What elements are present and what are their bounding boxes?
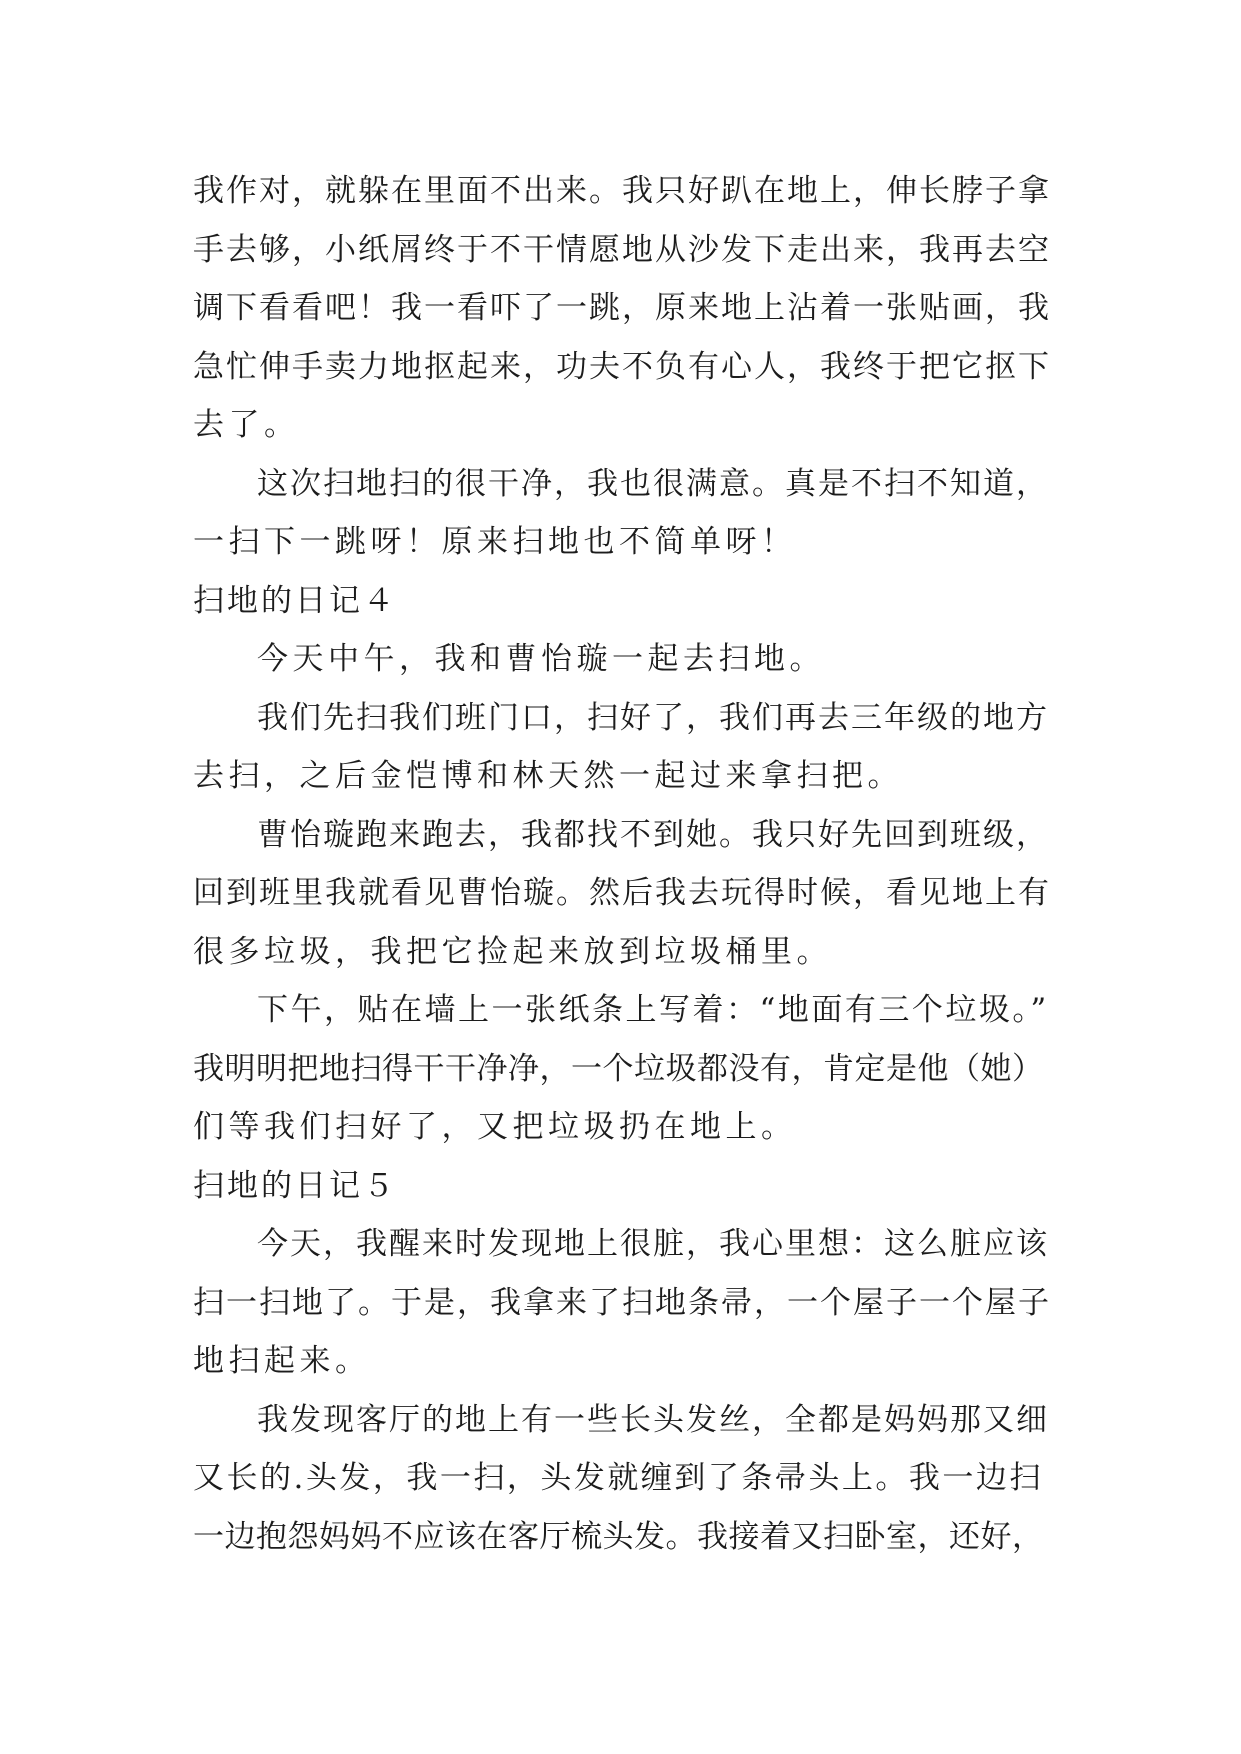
paragraph: [193, 981, 1055, 1157]
text-line: 急忙伸手卖力地抠起来，功夫不负有心人，我终于把它抠下: [193, 348, 1051, 385]
paragraph: [193, 806, 1055, 982]
text-line: 调下看看吧！我一看吓了一跳，原来地上沾着一张贴画，我: [193, 290, 1051, 326]
paragraph: [193, 162, 1055, 455]
text-line: 我发现客厅的地上有一些长头发丝，全都是妈妈那又细: [257, 1401, 1049, 1438]
text-line: 我作对，就躲在里面不出来。我只好趴在地上，伸长脖子拿: [193, 173, 1051, 209]
text-line: 今天中午，我和曹怡璇一起去扫地。: [257, 641, 825, 677]
document-body: [193, 162, 1055, 1566]
text-line: 去了。: [193, 407, 300, 443]
text-line: 回到班里我就看见曹怡璇。然后我去玩得时候，看见地上有: [193, 875, 1051, 911]
section-heading: 扫地的日记４: [193, 582, 397, 619]
text-line: 我们先扫我们班门口，扫好了，我们再去三年级的地方: [257, 699, 1049, 736]
text-line: 手去够，小纸屑终于不干情愿地从沙发下走出来，我再去空: [193, 231, 1051, 268]
text-line: 我明明把地扫得干干净净，一个垃圾都没有，肯定是他（她）: [193, 1050, 1044, 1087]
text-line: 扫一扫地了。于是，我拿来了扫地条帚，一个屋子一个屋子: [193, 1284, 1051, 1321]
text-line: 又长的.头发，我一扫，头发就缠到了条帚头上。我一边扫: [193, 1460, 1043, 1496]
text-line: 很多垃圾，我把它捡起来放到垃圾桶里。: [193, 933, 832, 970]
text-line: 地扫起来。: [193, 1343, 371, 1379]
text-line: 们等我们扫好了，又把垃圾扔在地上。: [193, 1109, 797, 1145]
text-line: 这次扫地扫的很干净，我也很满意。真是不扫不知道，: [257, 465, 1049, 502]
text-line: 一边抱怨妈妈不应该在客厅梳头发。我接着又扫卧室，还好，: [193, 1518, 1044, 1555]
paragraph: [193, 630, 1055, 689]
text-line: 去扫，之后金恺博和林天然一起过来拿扫把。: [193, 758, 903, 794]
paragraph: [193, 1391, 1055, 1567]
paragraph: [193, 689, 1055, 806]
text-line: 一扫下一跳呀！原来扫地也不简单呀！: [193, 524, 797, 560]
section-heading: 扫地的日记５: [193, 1167, 397, 1204]
paragraph: [193, 1215, 1055, 1391]
text-line: 曹怡璇跑来跑去，我都找不到她。我只好先回到班级，: [257, 816, 1049, 853]
paragraph: [193, 455, 1055, 572]
text-line: 今天，我醒来时发现地上很脏，我心里想：这么脏应该: [257, 1226, 1049, 1262]
text-line: 下午，贴在墙上一张纸条上写着：“地面有三个垃圾。”: [257, 992, 1049, 1028]
